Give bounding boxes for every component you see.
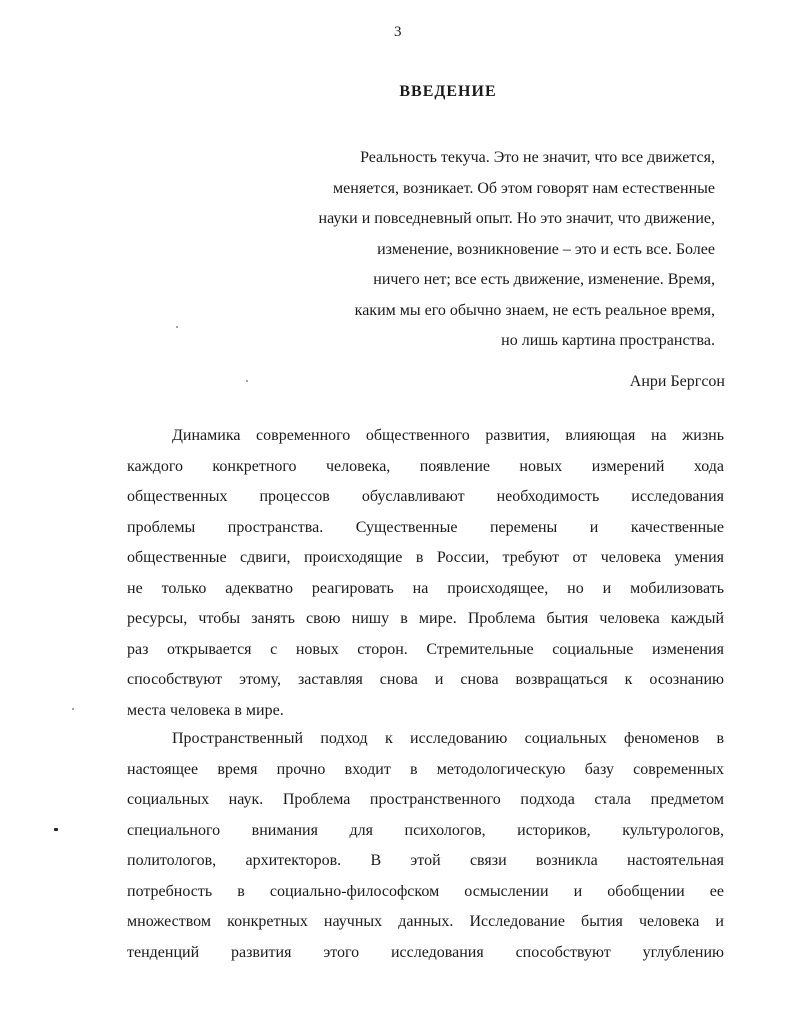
paragraph-line: настоящее время прочно входит в методологическую базу современных	[127, 760, 724, 778]
scan-speck	[246, 380, 248, 382]
paragraph-line: проблемы пространства. Существенные перемены и качественные	[127, 518, 724, 536]
epigraph-line: но лишь картина пространства.	[501, 332, 715, 349]
paragraph-line: каждого конкретного человека, появление новых измерений хода	[127, 457, 724, 475]
paragraph-line: ресурсы, чтобы занять свою нишу в мире. Проблема бытия человека каждый	[127, 610, 724, 627]
paragraph-line: Пространственный подход к исследованию социальных феноменов в	[172, 730, 724, 747]
paragraph-line: Динамика современного общественного развития, влияющая на жизнь	[172, 427, 724, 444]
epigraph-line: изменение, возникновение – это и есть все. Более	[377, 240, 715, 258]
scan-speck	[72, 708, 74, 710]
section-heading: ВВЕДЕНИЕ	[399, 83, 497, 100]
paragraph-line: общественных процессов обуславливают необходимость исследования	[127, 488, 724, 505]
paragraph-line: места человека в мире.	[127, 701, 284, 719]
paragraph-1	[127, 421, 724, 726]
epigraph-line: ничего нет; все есть движение, изменение. Время,	[373, 271, 715, 288]
epigraph-line: науки и повседневный опыт. Но это значит, что движение,	[318, 210, 715, 227]
epigraph-author: Анри Бергсон	[629, 373, 725, 390]
paragraph-line: социальных наук. Проблема пространственного подхода стала предметом	[127, 791, 724, 808]
paragraph-line: политологов, архитекторов. В этой связи возникла настоятельная	[127, 852, 724, 869]
paragraph-line: не только адекватно реагировать на происходящее, но и мобилизовать	[127, 579, 724, 597]
paragraph-line: раз открывается с новых сторон. Стремительные социальные изменения	[127, 640, 724, 658]
paragraph-2	[127, 724, 724, 968]
scan-speck	[54, 828, 58, 831]
paragraph-line: тенденций развития этого исследования способствуют углублению	[127, 943, 724, 961]
epigraph-line: каким мы его обычно знаем, не есть реальное время,	[354, 301, 715, 319]
paragraph-line: способствуют этому, заставляя снова и снова возвращаться к осознанию	[127, 671, 724, 688]
scan-speck	[176, 326, 178, 328]
paragraph-line: общественные сдвиги, происходящие в России, требуют от человека умения	[127, 549, 724, 566]
page-number: 3	[394, 24, 402, 40]
paragraph-line: множеством конкретных научных данных. Исследование бытия человека и	[127, 913, 724, 930]
epigraph-line: меняется, возникает. Об этом говорят нам естественные	[333, 179, 715, 197]
paragraph-line: потребность в социально-философском осмыслении и обобщении ее	[127, 882, 724, 900]
paragraph-line: специального внимания для психологов, историков, культурологов,	[127, 821, 724, 839]
epigraph-line: Реальность текуча. Это не значит, что все движется,	[360, 149, 715, 166]
epigraph	[255, 143, 715, 357]
